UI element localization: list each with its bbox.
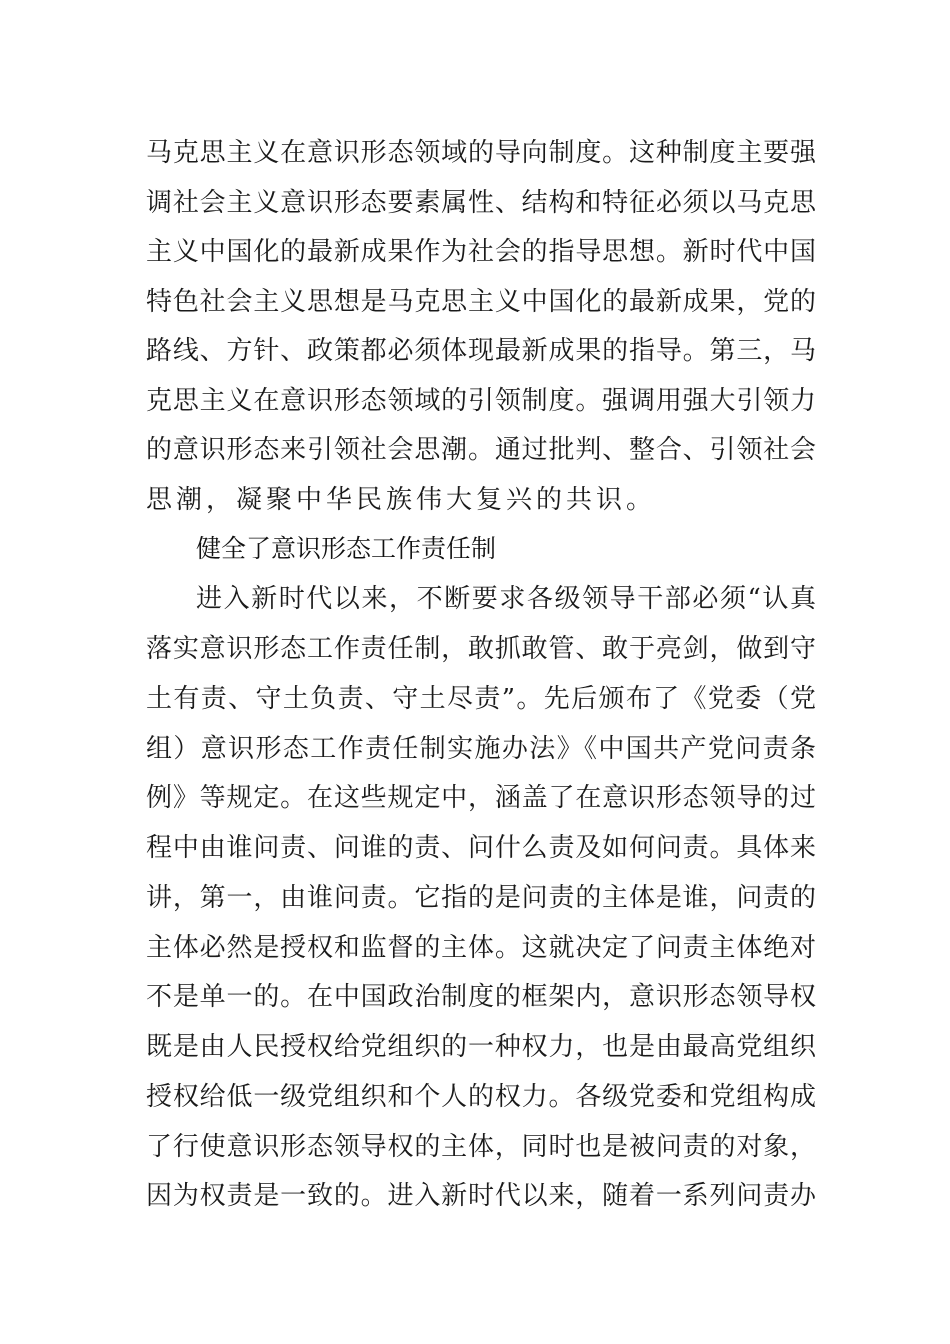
paragraph-1-line: 思潮，凝聚中华民族伟大复兴的共识。 [146, 485, 657, 515]
paragraph-2-line: 进入新时代以来，不断要求各级领导干部必须“认真 [196, 584, 816, 614]
paragraph-2-line: 主体必然是授权和监督的主体。这就决定了问责主体绝对 [146, 933, 816, 963]
paragraph-2-line: 程中由谁问责、问谁的责、问什么责及如何问责。具体来 [146, 833, 816, 863]
paragraph-2-line: 例》等规定。在这些规定中，涵盖了在意识形态领导的过 [146, 783, 816, 813]
paragraph-2-line: 既是由人民授权给党组织的一种权力，也是由最高党组织 [146, 1032, 816, 1062]
paragraph-2-line: 授权给低一级党组织和个人的权力。各级党委和党组构成 [146, 1082, 816, 1112]
paragraph-1-line: 路线、方针、政策都必须体现最新成果的指导。第三，马 [146, 336, 816, 366]
paragraph-2-line: 不是单一的。在中国政治制度的框架内，意识形态领导权 [146, 982, 816, 1012]
paragraph-1-line: 马克思主义在意识形态领域的导向制度。这种制度主要强 [146, 138, 816, 168]
paragraph-2-line: 因为权责是一致的。进入新时代以来，随着一系列问责办 [146, 1181, 816, 1211]
paragraph-1-line: 的意识形态来引领社会思潮。通过批判、整合、引领社会 [146, 435, 816, 465]
paragraph-2-line: 土有责、守土负责、守土尽责”。先后颁布了《党委（党 [146, 684, 816, 714]
paragraph-2-line: 了行使意识形态领导权的主体，同时也是被问责的对象， [146, 1132, 816, 1162]
paragraph-2-line: 组）意识形态工作责任制实施办法》《中国共产党问责条 [146, 734, 816, 764]
paragraph-1-line: 特色社会主义思想是马克思主义中国化的最新成果，党的 [146, 287, 816, 317]
section-heading: 健全了意识形态工作责任制 [196, 534, 497, 563]
paragraph-1-line: 调社会主义意识形态要素属性、结构和特征必须以马克思 [146, 188, 816, 218]
paragraph-1-line: 克思主义在意识形态领域的引领制度。强调用强大引领力 [146, 386, 816, 416]
paragraph-2-line: 讲，第一，由谁问责。它指的是问责的主体是谁，问责的 [146, 883, 816, 913]
paragraph-1-line: 主义中国化的最新成果作为社会的指导思想。新时代中国 [146, 237, 816, 267]
paragraph-2-line: 落实意识形态工作责任制，敢抓敢管、敢于亮剑，做到守 [146, 634, 816, 664]
